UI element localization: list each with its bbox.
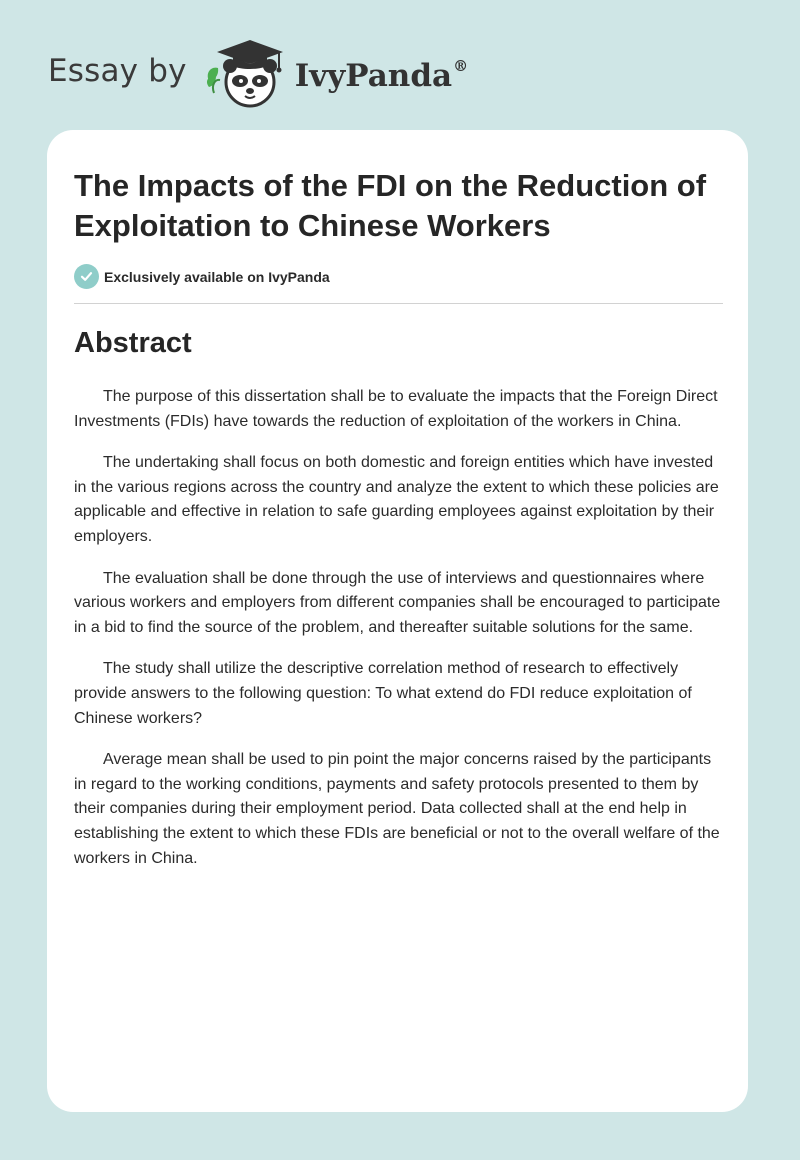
- check-circle-icon: [74, 264, 99, 289]
- ivypanda-logo-link[interactable]: [201, 35, 468, 113]
- exclusive-label: Exclusively available on IvyPanda: [104, 268, 330, 285]
- paragraph: The evaluation shall be done through the use of interviews and questionnaires where various workers and employers from different companies shall be encouraged to participate in a bid to find the source of the problem, and thereafter suitable solutions for the same.: [74, 569, 721, 636]
- divider: [74, 303, 723, 304]
- brand-header: [48, 34, 468, 114]
- paragraph: The study shall utilize the descriptive correlation method of research to effectively provide answers to the following question: To what extend do FDI reduce exploitation of Chinese workers?: [74, 660, 692, 727]
- brand-name: IvyPanda®: [294, 56, 469, 94]
- exclusive-badge: [74, 264, 330, 289]
- paragraph: The purpose of this dissertation shall be to evaluate the impacts that the Foreign Direct Investments (FDIs) have towards the reduction of exploitation of the workers in China.: [74, 388, 718, 430]
- brand-prefix: Essay by: [48, 53, 187, 89]
- essay-card: [47, 130, 748, 1112]
- abstract-body: [74, 385, 726, 888]
- paragraph: The undertaking shall focus on both domestic and foreign entities which have invested in the various regions across the country and analyze the extent to which these policies are applicable and effective in relation to safe guarding employees against exploitation by their employers.: [74, 454, 719, 545]
- paragraph: Average mean shall be used to pin point the major concerns raised by the participants in regard to the working conditions, payments and safety protocols presented to them by their companies during their employment period. Data collected shall at the end help in establishing the extent to which these FDIs are beneficial or not to the overall welfare of the workers in China.: [74, 751, 720, 867]
- page-title: The Impacts of the FDI on the Reduction of Exploitation to Chinese Workers: [74, 168, 707, 243]
- section-heading: Abstract: [74, 327, 192, 359]
- panda-graduate-icon: [201, 35, 291, 113]
